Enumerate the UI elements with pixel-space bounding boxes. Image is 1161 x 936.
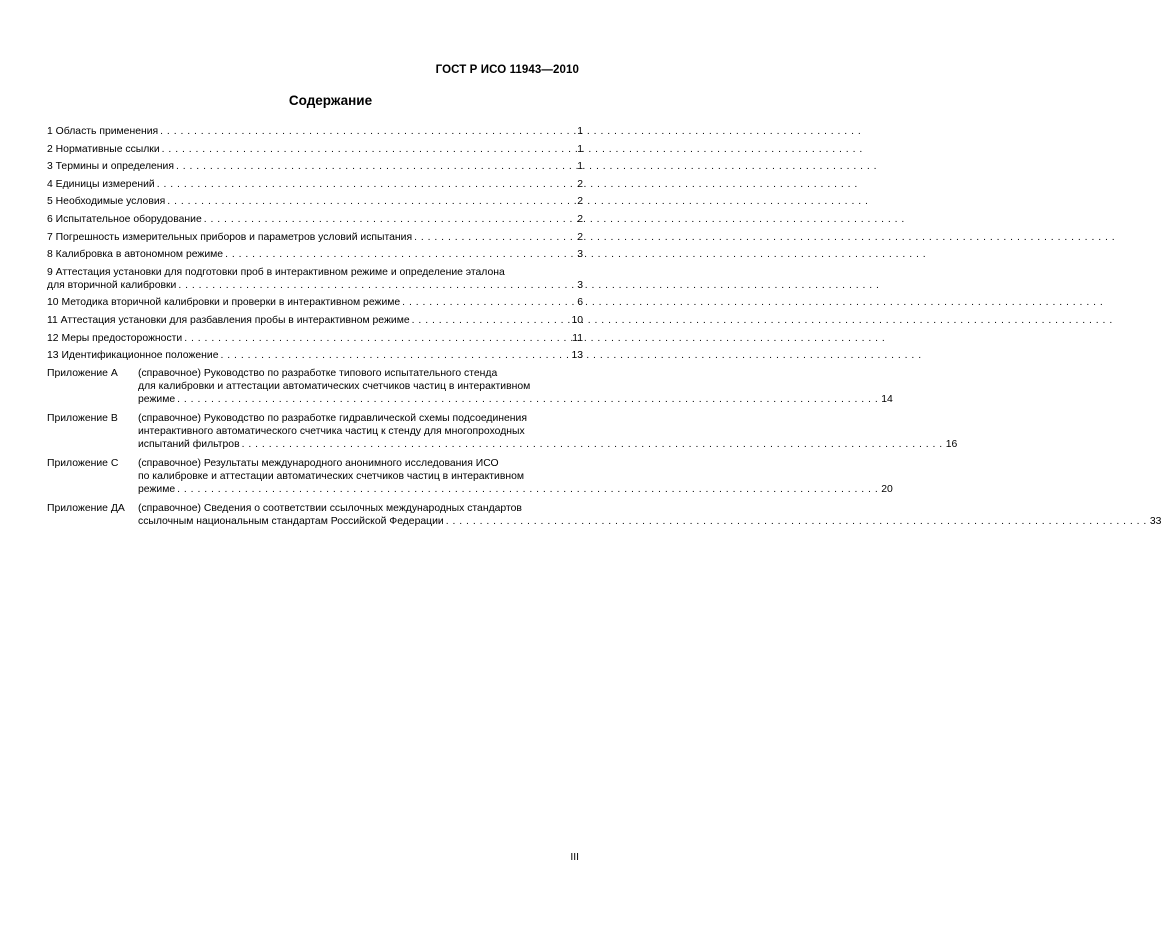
toc-entry-label: 4 Единицы измерений bbox=[47, 178, 155, 190]
toc-entry-label: 10 Методика вторичной калибровки и проверки в интерактивном режиме bbox=[47, 297, 401, 309]
document-header: ГОСТ Р ИСО 11943—2010 bbox=[435, 64, 579, 76]
toc-entry-label: 2 Нормативные ссылки bbox=[47, 143, 160, 155]
toc-entry-page: 6 bbox=[577, 297, 583, 309]
toc-entry-page: 11 bbox=[572, 332, 583, 344]
toc-entry-label: для вторичной калибровки bbox=[47, 279, 177, 291]
leader-dots bbox=[175, 393, 878, 406]
toc-entry-label: 11 Аттестация установки для разбавления пробы в интерактивном режиме bbox=[47, 314, 410, 326]
leader-dots bbox=[223, 248, 574, 261]
leader-dots bbox=[240, 438, 943, 451]
toc-entry[interactable] bbox=[47, 195, 583, 208]
toc-entry-page: 2 bbox=[577, 196, 583, 208]
toc-entry[interactable] bbox=[47, 266, 583, 292]
toc-entry[interactable] bbox=[47, 231, 583, 244]
toc-entry-page: 2 bbox=[577, 213, 583, 225]
toc-entry-label: 7 Погрешность измерительных приборов и параметров условий испытания bbox=[47, 231, 413, 243]
page-number: III bbox=[570, 852, 579, 863]
toc-entry-page: 3 bbox=[577, 279, 583, 291]
appendix-page: 14 bbox=[881, 393, 893, 405]
leader-dots bbox=[219, 349, 569, 362]
leader-dots bbox=[412, 231, 574, 244]
toc-entry[interactable] bbox=[47, 314, 583, 327]
appendix-title-line: испытаний фильтров bbox=[138, 438, 240, 450]
appendix-entry[interactable] bbox=[47, 412, 958, 451]
appendix-entry[interactable] bbox=[47, 367, 893, 406]
toc-entry-page: 1 bbox=[577, 143, 583, 155]
toc-entry[interactable] bbox=[47, 332, 583, 345]
appendix-title-line: по калибровке и аттестации автоматических счетчиков частиц в интерактивном bbox=[138, 470, 524, 482]
appendix-page: 16 bbox=[945, 438, 958, 450]
appendix-title-line: ссылочным национальным стандартам Российской Федерации bbox=[138, 515, 444, 527]
appendix-page: 20 bbox=[881, 483, 893, 495]
toc-entry[interactable] bbox=[47, 296, 583, 309]
appendix-title-line: (справочное) Сведения о соответствии ссылочных международных стандартов bbox=[138, 502, 522, 514]
leader-dots bbox=[202, 213, 575, 226]
toc-entry-page: 2 bbox=[577, 178, 583, 190]
toc-entry[interactable] bbox=[47, 125, 583, 138]
appendix-name: Приложение В bbox=[47, 412, 118, 424]
toc-entry-label: 6 Испытательное оборудование bbox=[47, 213, 202, 225]
toc-entry[interactable] bbox=[47, 160, 583, 173]
toc-entry-label: 13 Идентификационное положение bbox=[47, 350, 219, 362]
toc-entry-page: 2 bbox=[577, 231, 583, 243]
leader-dots bbox=[165, 195, 574, 208]
leader-dots bbox=[182, 332, 569, 345]
leader-dots bbox=[155, 178, 575, 191]
leader-dots bbox=[400, 296, 574, 309]
leader-dots bbox=[174, 160, 574, 173]
appendix-title-line: (справочное) Руководство по разработке типового испытательного стенда bbox=[138, 367, 498, 379]
toc-entry-label-line: 9 Аттестация установки для подготовки проб в интерактивном режиме и определение эталона bbox=[47, 266, 505, 278]
leader-dots bbox=[410, 314, 569, 327]
appendix-name: Приложение А bbox=[47, 367, 118, 379]
appendix-entry[interactable] bbox=[47, 502, 1161, 528]
table-of-contents bbox=[47, 125, 1161, 528]
leader-dots bbox=[176, 279, 574, 292]
toc-entry-label: 5 Необходимые условия bbox=[47, 196, 166, 208]
toc-entry-label: 8 Калибровка в автономном режиме bbox=[47, 249, 224, 261]
appendix-title-line: интерактивного автоматического счетчика частиц к стенду для многопроходных bbox=[138, 425, 525, 437]
appendix-title-line: режиме bbox=[138, 483, 176, 495]
toc-entry[interactable] bbox=[47, 178, 583, 191]
toc-entry-label: 3 Термины и определения bbox=[47, 161, 174, 173]
page-title: Содержание bbox=[288, 93, 373, 108]
leader-dots bbox=[175, 483, 878, 496]
appendix-name: Приложение ДА bbox=[47, 502, 125, 514]
toc-entry-page: 1 bbox=[577, 161, 583, 173]
leader-dots bbox=[160, 143, 575, 156]
leader-dots bbox=[158, 125, 574, 138]
appendix-entry[interactable] bbox=[47, 457, 893, 496]
toc-entry-label: 12 Меры предосторожности bbox=[47, 332, 183, 344]
appendix-title-line: (справочное) Результаты международного анонимного исследования ИСО bbox=[138, 457, 499, 469]
appendix-title-line: для калибровки и аттестации автоматических счетчиков частиц в интерактивном bbox=[138, 380, 531, 392]
toc-entry-label: 1 Область применения bbox=[47, 126, 159, 137]
toc-entry[interactable] bbox=[47, 248, 583, 261]
toc-entry[interactable] bbox=[47, 213, 583, 226]
toc-entry[interactable] bbox=[47, 349, 583, 362]
toc-entry-page: 1 bbox=[577, 126, 583, 137]
appendix-title-line: (справочное) Руководство по разработке гидравлической схемы подсоединения bbox=[138, 412, 527, 424]
appendix-name: Приложение С bbox=[47, 457, 119, 469]
toc-entry-page: 13 bbox=[571, 350, 583, 362]
toc-entry[interactable] bbox=[47, 143, 583, 156]
toc-entry-page: 3 bbox=[577, 249, 583, 261]
toc-entry-page: 10 bbox=[571, 314, 583, 326]
leader-dots bbox=[444, 515, 1147, 528]
appendix-title-line: режиме bbox=[138, 393, 176, 405]
appendix-page: 33 bbox=[1149, 515, 1161, 527]
